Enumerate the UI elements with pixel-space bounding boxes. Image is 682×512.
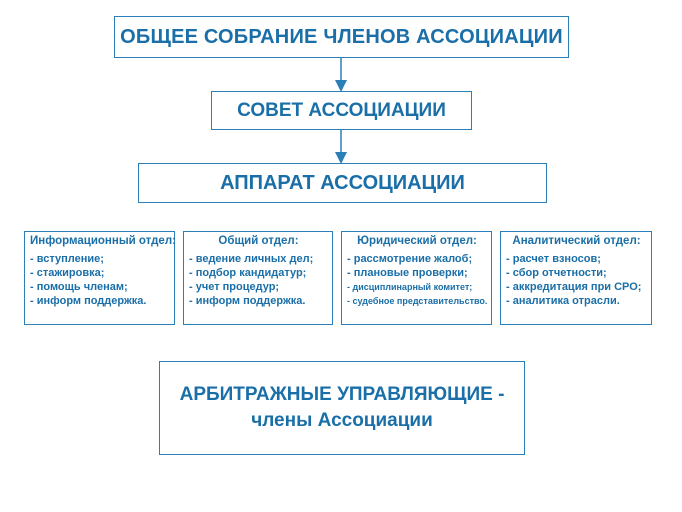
department-item: - судебное представительство. bbox=[347, 296, 488, 306]
arbitration-managers-subtitle: члены Ассоциации bbox=[251, 410, 433, 431]
department-item: - дисциплинарный комитет; bbox=[347, 282, 473, 292]
department-item: - аналитика отрасли. bbox=[506, 295, 620, 307]
department-item: - информ поддержка. bbox=[30, 295, 147, 307]
department-item: - вступление; bbox=[30, 253, 104, 265]
department-informational bbox=[24, 231, 175, 325]
department-item: - сбор отчетности; bbox=[506, 267, 607, 279]
council-label: СОВЕТ АССОЦИАЦИИ bbox=[237, 99, 446, 121]
department-item: - аккредитация при СРО; bbox=[506, 281, 642, 293]
council-box bbox=[211, 91, 472, 130]
arbitration-managers-box bbox=[159, 361, 525, 455]
general-meeting-box bbox=[114, 16, 569, 58]
department-item: - стажировка; bbox=[30, 267, 105, 279]
department-item: - плановые проверки; bbox=[347, 267, 468, 279]
apparatus-label: АППАРАТ АССОЦИАЦИИ bbox=[220, 171, 465, 194]
department-title: Общий отдел: bbox=[218, 235, 299, 247]
apparatus-box bbox=[138, 163, 547, 203]
department-legal bbox=[341, 231, 492, 325]
general-meeting-label: ОБЩЕЕ СОБРАНИЕ ЧЛЕНОВ АССОЦИАЦИИ bbox=[120, 25, 563, 48]
department-title: Информационный отдел: bbox=[30, 235, 176, 247]
department-item: - подбор кандидатур; bbox=[189, 267, 307, 279]
department-item: - рассмотрение жалоб; bbox=[347, 253, 473, 265]
arbitration-managers-title: АРБИТРАЖНЫЕ УПРАВЛЯЮЩИЕ - bbox=[179, 384, 505, 405]
department-title: Аналитический отдел: bbox=[512, 235, 641, 247]
department-item: - информ поддержка. bbox=[189, 295, 306, 307]
department-item: - помощь членам; bbox=[30, 281, 128, 293]
department-title: Юридический отдел: bbox=[357, 235, 477, 247]
department-item: - ведение личных дел; bbox=[189, 253, 314, 265]
department-analytical bbox=[500, 231, 652, 325]
department-item: - расчет взносов; bbox=[506, 253, 601, 265]
department-item: - учет процедур; bbox=[189, 281, 280, 293]
department-general bbox=[183, 231, 333, 325]
